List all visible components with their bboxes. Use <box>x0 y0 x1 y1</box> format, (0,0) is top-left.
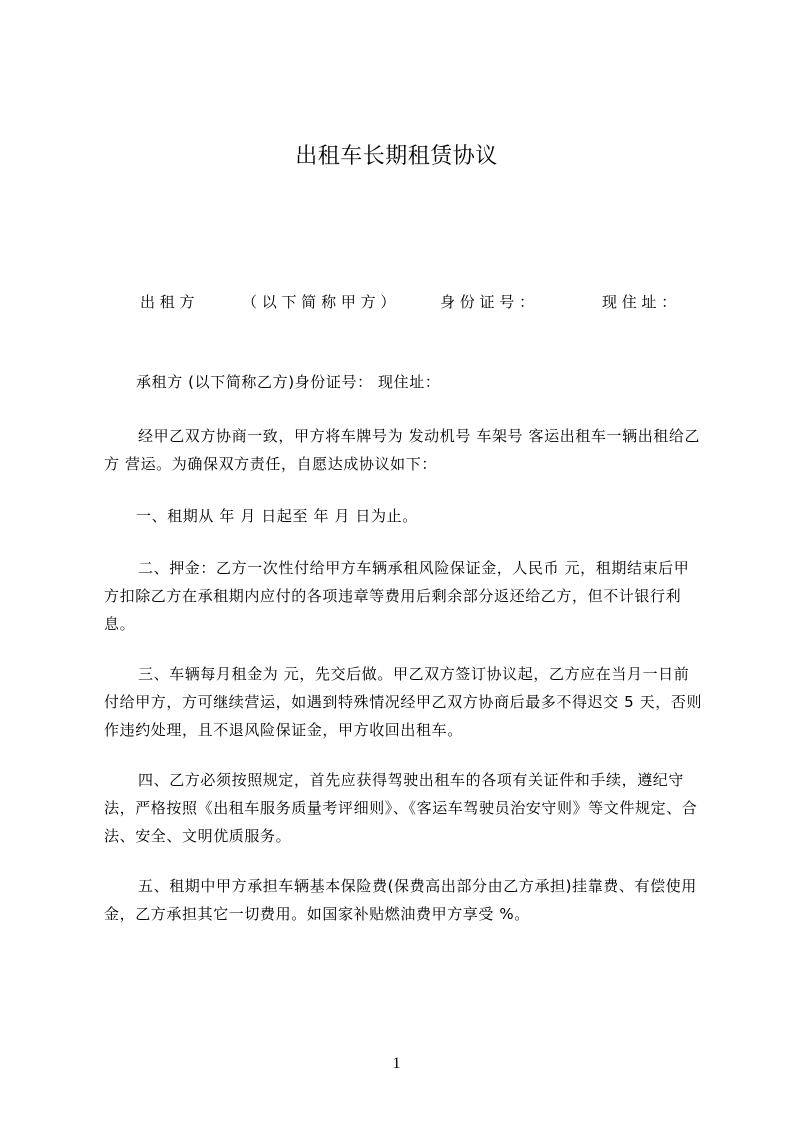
lessor-id-label: 身 份 证 号 ： <box>440 293 535 311</box>
intro-paragraph: 经甲乙双方协商一致，甲方将车牌号为 发动机号 车架号 客运出租车一辆出租给乙方 营运。为确保双方责任，自愿达成协议如下： <box>104 427 701 473</box>
document-title: 出租车长期租赁协议 <box>295 144 498 169</box>
lessee-paragraph: 承租方 (以下简称乙方)身份证号： 现住址： <box>136 373 441 391</box>
clause-5-paragraph: 五、租期中甲方承担车辆基本保险费(保费高出部分由乙方承担)挂靠费、有偿使用金，乙方承担其它一切费用。如国家补贴燃油费甲方享受 %。 <box>104 877 697 923</box>
lessor-label: 出 租 方 <box>140 293 195 311</box>
clause-1-paragraph: 一、租期从 年 月 日起至 年 月 日为止。 <box>136 507 418 525</box>
lessor-address-label: 现 住 址 ： <box>602 293 677 311</box>
clause-4-paragraph: 四、乙方必须按照规定，首先应获得驾驶出租车的各项有关证件和手续，遵纪守法，严格按照《出租车服务质量考评细则》、《客运车驾驶员治安守则》等文件规定、合法、安全、文明优质服务。 <box>104 771 698 845</box>
page-number: 1 <box>392 1055 401 1072</box>
lessor-abbrev-note: （ 以 下 简 称 甲 方 ） <box>242 293 396 311</box>
clause-2-paragraph: 二、押金：乙方一次性付给甲方车辆承租风险保证金，人民币 元，租期结束后甲方扣除乙方在承租期内应付的各项违章等费用后剩余部分返还给乙方，但不计银行利息。 <box>104 559 690 633</box>
lessor-line <box>104 288 704 316</box>
clause-3-paragraph: 三、车辆每月租金为 元，先交后做。甲乙双方签订协议起，乙方应在当月一日前付给甲方，方可继续营运，如遇到特殊情况经甲乙双方协商后最多不得迟交 5 天，否则作违约处理，且不退风险保证金，甲方收回出租车。 <box>104 665 703 739</box>
